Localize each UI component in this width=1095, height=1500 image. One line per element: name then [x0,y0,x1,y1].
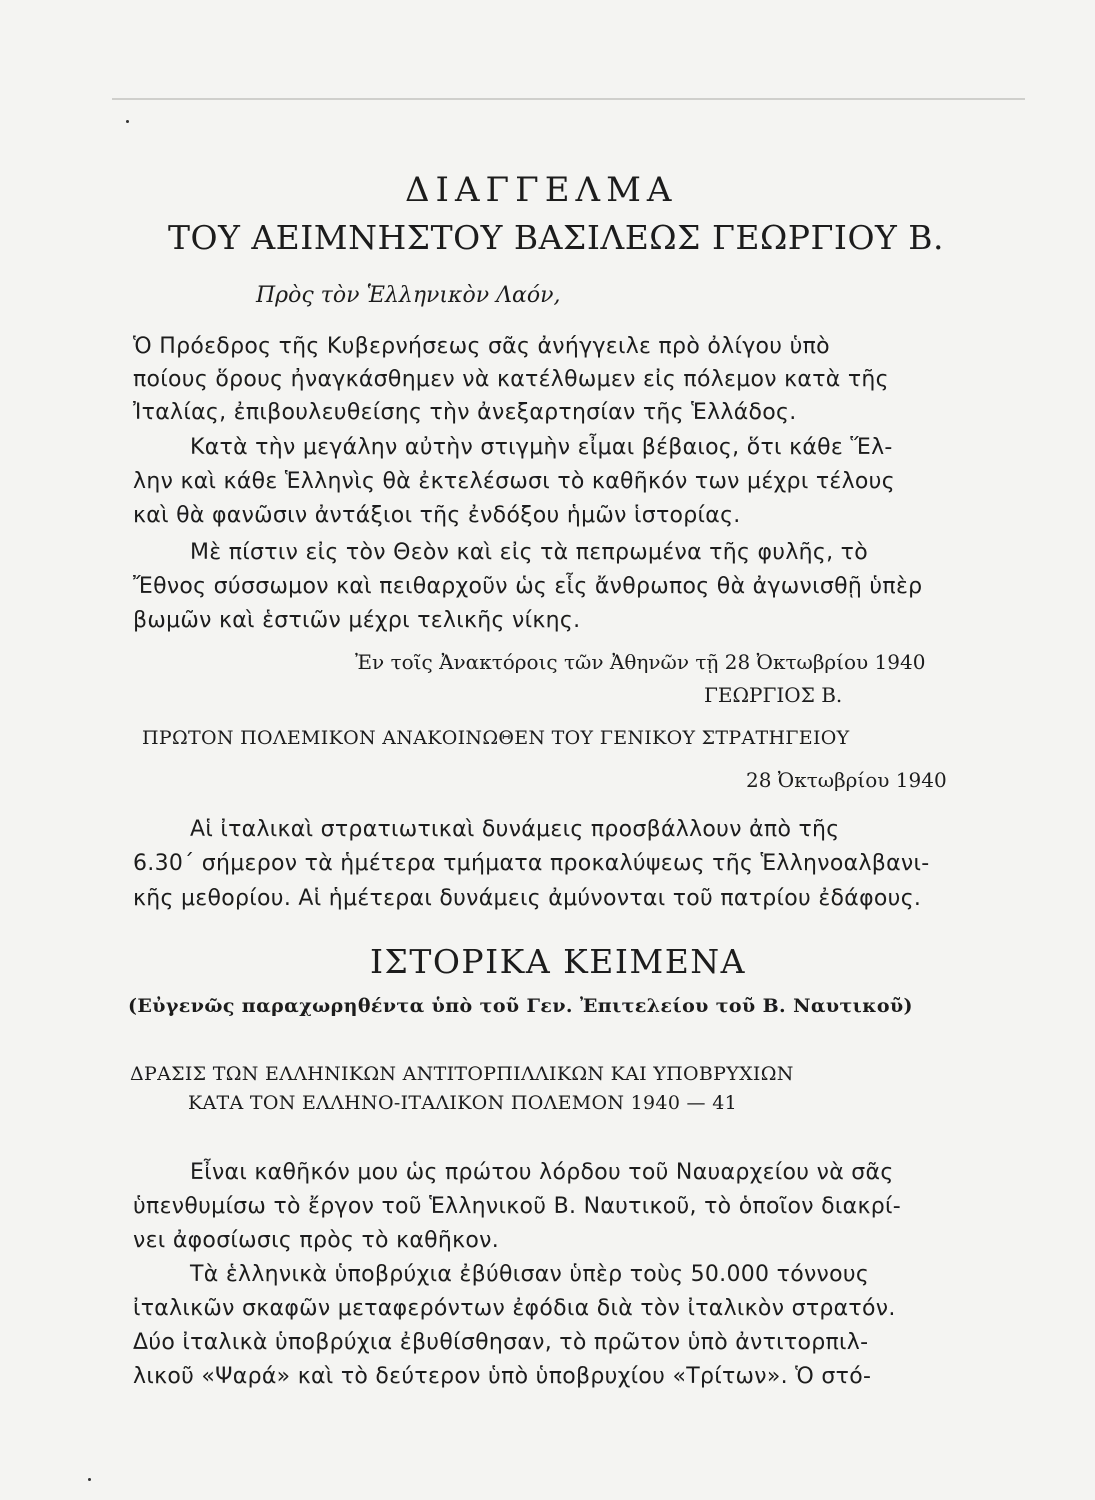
proclamation-line: βωμῶν καὶ ἑστιῶν μέχρι τελικῆς νίκης. [133,608,581,633]
article-line: ἰταλικῶν σκαφῶν μεταφερόντων ἐφόδια διὰ τὸν ἰταλικὸν στρατόν. [133,1296,896,1321]
communique-heading: ΠΡΩΤΟΝ ΠΟΛΕΜΙΚΟΝ ΑΝΑΚΟΙΝΩΘΕΝ ΤΟΥ ΓΕΝΙΚΟΥ ΣΤΡΑΤΗΓΕΙΟΥ [142,727,850,749]
article-line: Εἶναι καθῆκόν μου ὡς πρώτου λόρδου τοῦ Ναυαρχείου νὰ σᾶς [190,1160,894,1185]
proclamation-line: Ὁ Πρόεδρος τῆς Κυβερνήσεως σᾶς ἀνήγγειλε πρὸ ὀλίγου ὑπὸ [133,334,830,359]
courtesy-note: (Εὐγενῶς παραχωρηθέντα ὑπὸ τοῦ Γεν. Ἐπιτελείου τοῦ Β. Ναυτικοῦ) [128,995,913,1017]
proclamation-line: Ἔθνος σύσσωμον καὶ πειθαρχοῦν ὡς εἷς ἄνθρωπος θὰ ἀγωνισθῇ ὑπὲρ [133,574,923,599]
ink-speck [126,120,129,123]
article-heading-line-2: ΚΑΤΑ ΤΟΝ ΕΛΛΗΝΟ-ΙΤΑΛΙΚΟΝ ΠΟΛΕΜΟΝ 1940 — 41 [188,1092,737,1114]
proclamation-line: καὶ θὰ φανῶσιν ἀντάξιοι τῆς ἐνδόξου ἡμῶν ἱστορίας. [133,503,741,528]
article-line: λικοῦ «Ψαρά» καὶ τὸ δεύτερον ὑπὸ ὑποβρυχίου «Τρίτων». Ὁ στό- [133,1364,872,1389]
proclamation-line: Μὲ πίστιν εἰς τὸν Θεὸν καὶ εἰς τὰ πεπρωμένα τῆς φυλῆς, τὸ [190,540,868,565]
article-heading-line-1: ΔΡΑΣΙΣ ΤΩΝ ΕΛΛΗΝΙΚΩΝ ΑΝΤΙΤΟΡΠΙΛΛΙΚΩΝ ΚΑΙ ΥΠΟΒΡΥΧΙΩΝ [130,1063,794,1085]
proclamation-line: λην καὶ κάθε Ἑλληνὶς θὰ ἐκτελέσωσι τὸ καθῆκόν των μέχρι τέλους [133,469,895,494]
article-line: Τὰ ἑλληνικὰ ὑποβρύχια ἐβύθισαν ὑπὲρ τοὺς 50.000 τόννους [190,1262,870,1287]
page-top-rule [112,98,1025,100]
ink-speck [88,1478,91,1481]
article-line: Δύο ἰταλικὰ ὑποβρύχια ἐβυθίσθησαν, τὸ πρῶτον ὑπὸ ἀντιτορπιλ- [133,1330,869,1355]
proclamation-line: ποίους ὅρους ἠναγκάσθημεν νὰ κατέλθωμεν εἰς πόλεμον κατὰ τῆς [133,367,889,392]
place-date: Ἐν τοῖς Ἀνακτόροις τῶν Ἀθηνῶν τῇ 28 Ὀκτωβρίου 1940 [355,650,926,674]
proclamation-subtitle: ΤΟΥ ΑΕΙΜΝΗΣΤΟΥ ΒΑΣΙΛΕΩΣ ΓΕΩΡΓΙΟΥ Β. [168,218,945,257]
communique-date: 28 Ὀκτωβρίου 1940 [746,768,947,792]
signature: ΓΕΩΡΓΙΟΣ Β. [704,683,843,707]
proclamation-title: ΔΙΑΓΓΕΛΜΑ [405,170,678,210]
article-line: νει ἀφοσίωσις πρὸς τὸ καθῆκον. [133,1228,500,1253]
proclamation-line: Κατὰ τὴν μεγάλην αὐτὴν στιγμὴν εἶμαι βέβαιος, ὅτι κάθε Ἕλ- [190,435,893,460]
communique-line: 6.30΄ σήμερον τὰ ἡμέτερα τμήματα προκαλύψεως τῆς Ἑλληνοαλβανι- [133,851,930,876]
communique-line: Αἱ ἰταλικαὶ στρατιωτικαὶ δυνάμεις προσβάλλουν ἀπὸ τῆς [190,817,840,842]
proclamation-line: Ἰταλίας, ἐπιβουλευθείσης τὴν ἀνεξαρτησίαν τῆς Ἑλλάδος. [133,400,797,425]
section-title: ΙΣΤΟΡΙΚΑ ΚΕΙΜΕΝΑ [370,942,747,981]
communique-line: κῆς μεθορίου. Αἱ ἡμέτεραι δυνάμεις ἀμύνονται τοῦ πατρίου ἐδάφους. [133,886,922,911]
proclamation-address: Πρὸς τὸν Ἑλληνικὸν Λαόν, [256,283,561,308]
article-line: ὑπενθυμίσω τὸ ἔργον τοῦ Ἑλληνικοῦ Β. Ναυτικοῦ, τὸ ὁποῖον διακρί- [133,1194,901,1219]
